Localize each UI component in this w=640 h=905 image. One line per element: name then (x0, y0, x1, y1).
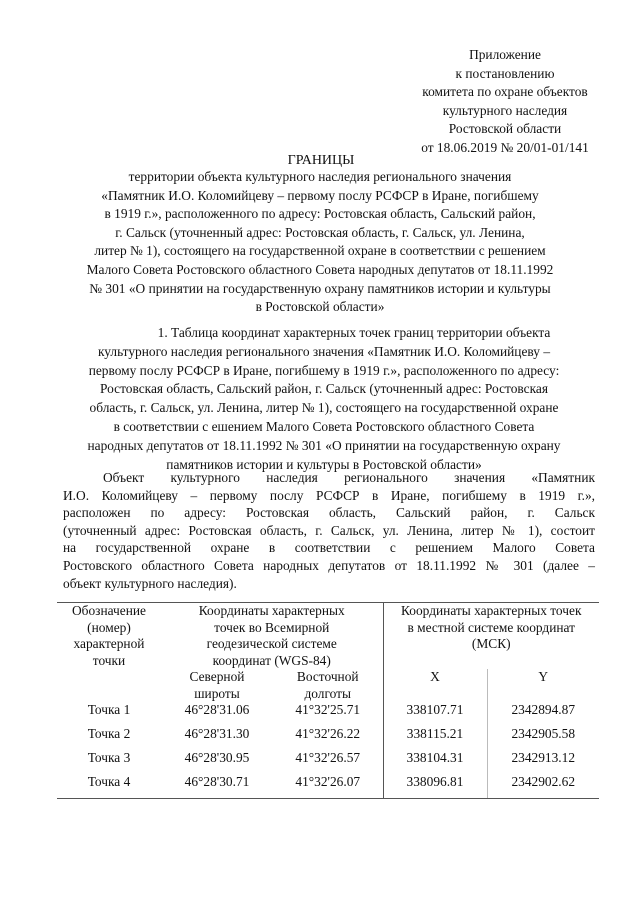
appendix-line: Ростовской области (448, 121, 562, 136)
point-latitude: 46°28'30.95 (184, 750, 250, 765)
section-line: область, г. Сальск, ул. Ленина, литер № 1), состоящего на государственной охране (89, 400, 559, 416)
point-x: 338096.81 (383, 774, 487, 799)
section-line: памятников истории и культуры в Ростовской области» (166, 456, 482, 472)
table-row (57, 750, 599, 774)
point-name: Точка 1 (87, 702, 131, 717)
point-latitude: 46°28'31.06 (184, 702, 250, 717)
document-subtitle (56, 168, 584, 317)
paragraph-line: объект культурного наследия). (63, 575, 237, 591)
table-row (57, 774, 599, 799)
subtitle-line: № 301 «О принятии на государственную охрану памятников истории и культуры (89, 280, 551, 296)
point-name: Точка 2 (87, 726, 131, 741)
section-line: первому послу РСФСР в Иране, погибшему в 1919 г.», расположенного по адресу: (88, 362, 560, 378)
appendix-line: Приложение (469, 47, 541, 62)
point-longitude: 41°32'25.71 (295, 702, 361, 717)
point-longitude: 41°32'26.07 (273, 774, 383, 799)
appendix-line: комитета по охране объектов (422, 84, 588, 99)
point-y: 2342905.58 (487, 726, 599, 750)
document-title: ГРАНИЦЫ (287, 153, 355, 168)
table-row (57, 702, 599, 726)
subtitle-line: «Памятник И.О. Коломийцеву – первому послу РСФСР в Иране, погибшему (101, 187, 539, 203)
paragraph-line: Ростовского областного Совета народных депутатов от 18.11.1992 № 301 (далее – (63, 557, 595, 573)
appendix-line: от 18.06.2019 № 20/01-01/141 (421, 139, 589, 155)
point-x: 338115.21 (383, 726, 487, 750)
point-longitude: 41°32'26.57 (295, 750, 361, 765)
paragraph-line: на государственной охране в соответствии с решением Малого Совета (63, 540, 595, 556)
header-y: Y (487, 669, 599, 702)
subtitle-line: литер № 1), состоящего на государственной охране в соответствии с решением (94, 243, 546, 259)
point-name: Точка 3 (87, 750, 131, 765)
section-line: народных депутатов от 18.11.1992 № 301 «О принятии на государственную охрану (87, 437, 561, 453)
appendix-line: культурного наследия (442, 102, 568, 118)
object-paragraph (63, 469, 595, 592)
point-y: 2342894.87 (487, 702, 599, 726)
point-longitude: 41°32'26.22 (295, 726, 361, 741)
point-y: 2342902.62 (487, 774, 599, 799)
header-latitude: Северной широты (189, 669, 245, 701)
section-line: Ростовская область, Сальский район, г. Сальск (уточненный адрес: Ростовская (100, 381, 548, 397)
section-line: 1. Таблица координат характерных точек границ территории объекта (157, 325, 551, 340)
appendix-block (385, 46, 625, 157)
subtitle-line: г. Сальск (уточненный адрес: Ростовская область, г. Сальск, ул. Ленина, (115, 224, 525, 240)
header-point-designation: Обозначение (номер) характерной точки (57, 603, 161, 703)
table-row (57, 726, 599, 750)
point-x: 338107.71 (383, 702, 487, 726)
subtitle-line: в 1919 г.», расположенного по адресу: Ростовская область, Сальский район, (104, 206, 536, 222)
subtitle-line: территории объекта культурного наследия регионального значения (128, 169, 512, 184)
section-line: в соответствии с ешением Малого Совета Ростовского областного Совета (113, 418, 535, 434)
subtitle-line: Малого Совета Ростовского областного Совета народных депутатов от 18.11.1992 (86, 261, 554, 277)
point-y: 2342913.12 (487, 750, 599, 774)
section-1-heading (54, 324, 594, 474)
subtitle-line: в Ростовской области» (255, 299, 385, 315)
paragraph-line: И.О. Коломийцеву – первому послу РСФСР в Иране, погибшему в 1919 г.», (63, 487, 595, 503)
point-name: Точка 4 (57, 774, 161, 799)
header-x: X (383, 669, 487, 702)
paragraph-line: Объект культурного наследия регионального значения «Памятник (103, 470, 595, 485)
header-msk: Координаты характерных точек в местной системе координат (МСК) (383, 603, 599, 670)
point-latitude: 46°28'30.71 (161, 774, 273, 799)
section-line: культурного наследия регионального значения «Памятник И.О. Коломийцеву – (97, 343, 551, 359)
paragraph-line: расположен по адресу: Ростовская область, Сальский район, г. Сальск (63, 505, 595, 521)
point-latitude: 46°28'31.30 (184, 726, 250, 741)
header-wgs84: Координаты характерных точек во Всемирной геодезической системе координат (WGS-84) (161, 603, 383, 670)
header-longitude: Восточной долготы (296, 669, 359, 701)
point-x: 338104.31 (383, 750, 487, 774)
paragraph-line: (уточненный адрес: Ростовская область, г. Сальск, ул. Ленина, литер № 1), состоит (63, 522, 595, 538)
appendix-line: к постановлению (455, 65, 555, 81)
coordinates-table (57, 602, 599, 799)
